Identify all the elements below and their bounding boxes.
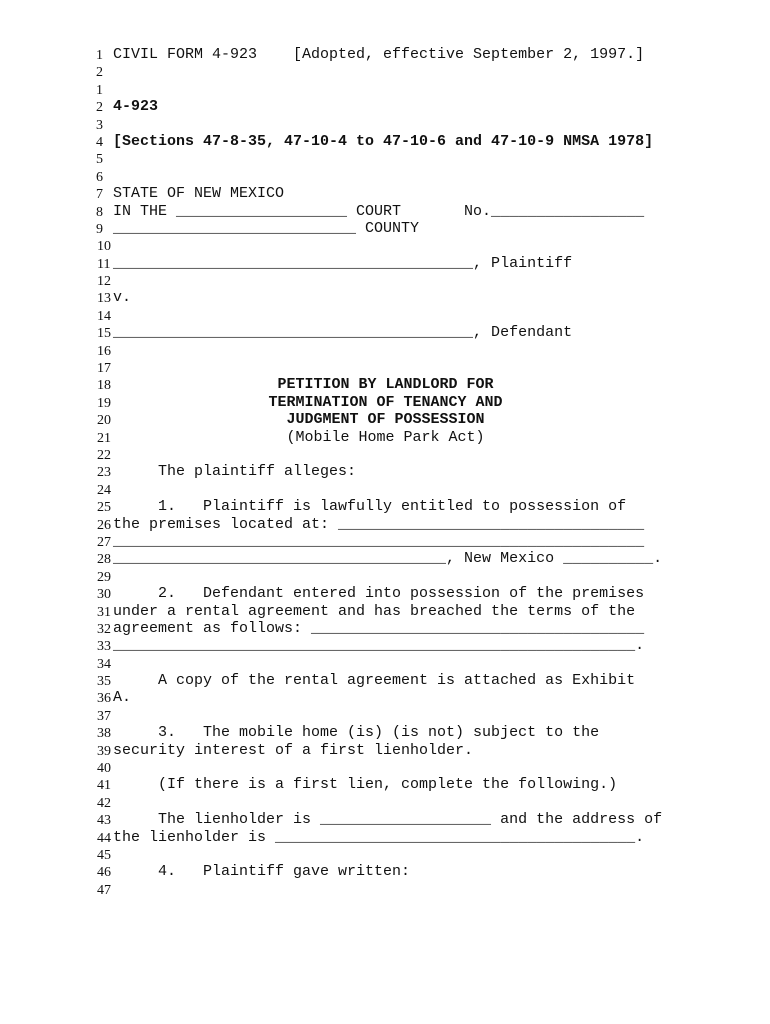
- line-text: 4. Plaintiff gave written:: [113, 863, 411, 881]
- line-text: A.: [113, 689, 132, 707]
- form-line: [0, 185, 770, 202]
- form-line: [0, 255, 770, 272]
- line-number: 40: [97, 761, 111, 777]
- line-text: security interest of a first lienholder.: [113, 741, 474, 759]
- line-text: STATE OF NEW MEXICO: [113, 185, 285, 203]
- form-line: [0, 742, 770, 759]
- form-line: [0, 637, 770, 654]
- line-text: __________________________________________________________.: [113, 637, 645, 655]
- line-number: 15: [97, 326, 111, 342]
- form-heading-line: PETITION BY LANDLORD FOR: [277, 376, 494, 394]
- line-number: 45: [97, 847, 111, 863]
- form-line: [0, 272, 770, 289]
- form-line: [0, 394, 770, 411]
- line-text: [Sections 47-8-35, 47-10-4 to 47-10-6 and 47-10-9 NMSA 1978]: [113, 132, 654, 150]
- line-text: (If there is a first lien, complete the following.): [113, 776, 618, 794]
- line-number: 13: [97, 291, 111, 307]
- form-line: [0, 603, 770, 620]
- form-line: [0, 150, 770, 167]
- line-text: ________________________________________, Plaintiff: [113, 254, 573, 272]
- line-number: 10: [97, 239, 111, 255]
- form-line: [0, 881, 770, 898]
- line-number: 29: [97, 569, 111, 585]
- line-text: 4-923: [113, 98, 159, 116]
- line-number: 42: [97, 795, 111, 811]
- line-text: v.: [113, 289, 132, 307]
- line-number: 26: [97, 517, 111, 533]
- line-number: 7: [96, 187, 103, 203]
- form-line: [0, 568, 770, 585]
- line-text: the lienholder is ________________________________________.: [113, 828, 645, 846]
- form-line: [0, 829, 770, 846]
- line-text: 1. Plaintiff is lawfully entitled to possession of: [113, 498, 627, 516]
- form-line: [0, 376, 770, 393]
- form-line: [0, 550, 770, 567]
- form-line: [0, 846, 770, 863]
- form-line: [0, 359, 770, 376]
- form-line: [0, 533, 770, 550]
- form-line: [0, 307, 770, 324]
- line-number: 36: [97, 691, 111, 707]
- line-number: 28: [97, 552, 111, 568]
- form-heading-line: (Mobile Home Park Act): [286, 428, 485, 446]
- line-number: 24: [97, 482, 111, 498]
- line-number: 23: [97, 465, 111, 481]
- line-number: 4: [96, 134, 103, 150]
- form-line: [0, 724, 770, 741]
- line-number: 2: [96, 100, 103, 116]
- line-number: 11: [97, 256, 111, 272]
- form-line: [0, 429, 770, 446]
- line-text: IN THE ___________________ COURT No._________________: [113, 202, 645, 220]
- line-number: 25: [97, 500, 111, 516]
- line-number: 32: [97, 621, 111, 637]
- form-line: [0, 516, 770, 533]
- form-line: [0, 237, 770, 254]
- line-number: 12: [97, 274, 111, 290]
- form-line: [0, 776, 770, 793]
- form-line: [0, 794, 770, 811]
- form-line: [0, 63, 770, 80]
- line-number: 47: [97, 882, 111, 898]
- line-text: _____________________________________, New Mexico __________.: [113, 550, 663, 568]
- line-number: 34: [97, 656, 111, 672]
- line-number: 41: [97, 778, 111, 794]
- line-text: under a rental agreement and has breached the terms of the: [113, 602, 636, 620]
- form-line: [0, 585, 770, 602]
- form-line: [0, 481, 770, 498]
- line-text: the premises located at: __________________________________: [113, 515, 645, 533]
- line-text: ________________________________________, Defendant: [113, 324, 573, 342]
- line-number: 37: [97, 708, 111, 724]
- line-text: 2. Defendant entered into possession of the premises: [113, 585, 645, 603]
- line-number: 8: [96, 204, 103, 220]
- form-line: [0, 342, 770, 359]
- line-number: 20: [97, 413, 111, 429]
- line-number: 31: [97, 604, 111, 620]
- form-line: [0, 324, 770, 341]
- line-number: 3: [96, 117, 103, 133]
- line-number: 21: [97, 430, 111, 446]
- line-number: 2: [96, 65, 103, 81]
- form-line: [0, 707, 770, 724]
- line-number: 33: [97, 639, 111, 655]
- form-heading-line: TERMINATION OF TENANCY AND: [268, 393, 503, 411]
- form-body: [0, 46, 770, 898]
- line-text: A copy of the rental agreement is attached as Exhibit: [113, 672, 636, 690]
- line-number: 1: [96, 82, 103, 98]
- line-text: 3. The mobile home (is) (is not) subject to the: [113, 724, 600, 742]
- line-text: The lienholder is ___________________ and the address of: [113, 811, 663, 829]
- line-text: ___________________________________________________________: [113, 532, 645, 550]
- form-line: [0, 655, 770, 672]
- form-heading-line: JUDGMENT OF POSSESSION: [286, 411, 485, 429]
- line-text: CIVIL FORM 4-923 [Adopted, effective September 2, 1997.]: [113, 46, 645, 63]
- form-line: [0, 203, 770, 220]
- line-number: 22: [97, 447, 111, 463]
- form-line: [0, 672, 770, 689]
- form-line: [0, 463, 770, 480]
- line-number: 1: [96, 48, 103, 63]
- line-number: 46: [97, 865, 111, 881]
- line-number: 30: [97, 587, 111, 603]
- form-line: [0, 220, 770, 237]
- line-number: 17: [97, 361, 111, 377]
- line-number: 6: [96, 169, 103, 185]
- form-line: [0, 620, 770, 637]
- line-number: 43: [97, 813, 111, 829]
- line-number: 5: [96, 152, 103, 168]
- form-line: [0, 759, 770, 776]
- line-text: The plaintiff alleges:: [113, 463, 357, 481]
- line-number: 9: [96, 221, 103, 237]
- line-number: 44: [97, 830, 111, 846]
- line-text: ___________________________ COUNTY: [113, 219, 420, 237]
- line-number: 38: [97, 726, 111, 742]
- form-line: [0, 116, 770, 133]
- form-line: [0, 411, 770, 428]
- line-number: 27: [97, 534, 111, 550]
- form-line: [0, 133, 770, 150]
- form-line: [0, 289, 770, 306]
- form-line: [0, 98, 770, 115]
- form-line: [0, 168, 770, 185]
- form-line: [0, 46, 770, 63]
- form-line: [0, 498, 770, 515]
- form-line: [0, 689, 770, 706]
- line-number: 14: [97, 308, 111, 324]
- form-line: [0, 81, 770, 98]
- form-line: [0, 811, 770, 828]
- form-line: [0, 863, 770, 880]
- line-number: 35: [97, 674, 111, 690]
- line-number: 18: [97, 378, 111, 394]
- line-number: 16: [97, 343, 111, 359]
- line-number: 19: [97, 395, 111, 411]
- form-line: [0, 446, 770, 463]
- line-number: 39: [97, 743, 111, 759]
- line-text: agreement as follows: _____________________________________: [113, 619, 645, 637]
